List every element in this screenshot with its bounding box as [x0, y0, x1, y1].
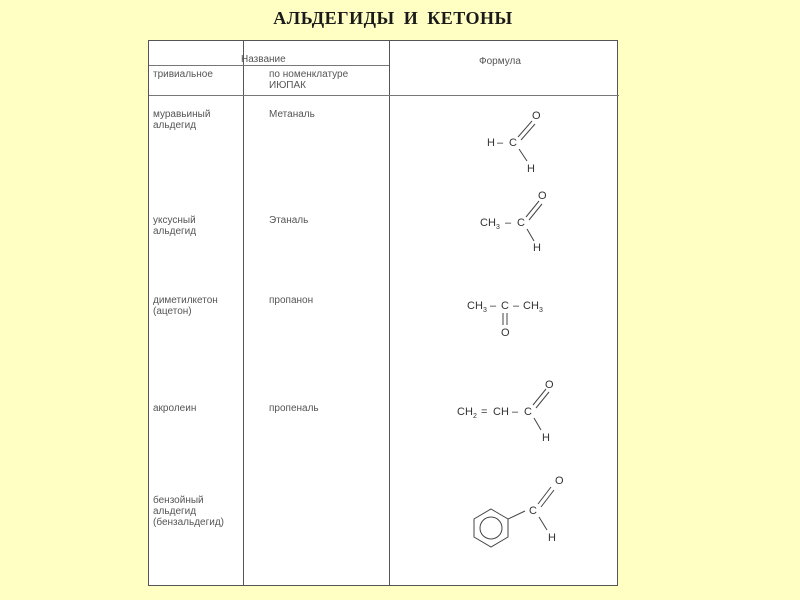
svg-text:O: O	[538, 190, 547, 202]
acrolein-formula	[457, 379, 554, 444]
svg-text:O: O	[532, 110, 541, 122]
header-iupac: по номенклатуре ИЮПАК	[269, 69, 349, 91]
svg-text:2: 2	[473, 413, 477, 420]
row-4-trivial: акролеин	[153, 403, 197, 414]
formula-column	[149, 41, 619, 587]
svg-text:3: 3	[496, 224, 500, 231]
svg-text:CH: CH	[493, 406, 509, 418]
svg-text:–: –	[513, 300, 520, 312]
row-5-trivial: бензойный альдегид (бензальдегид)	[153, 495, 225, 528]
svg-text:–: –	[505, 217, 512, 229]
svg-text:3: 3	[539, 307, 543, 314]
acetone-formula	[467, 300, 543, 339]
svg-text:H: H	[548, 532, 556, 544]
svg-text:C: C	[501, 300, 509, 312]
svg-text:H: H	[533, 242, 541, 254]
svg-text:CH: CH	[467, 300, 483, 312]
svg-text:3: 3	[483, 307, 487, 314]
svg-text:H: H	[487, 137, 495, 149]
svg-text:C: C	[524, 406, 532, 418]
svg-text:O: O	[545, 379, 554, 391]
aldehydes-ketones-table	[148, 40, 618, 586]
row-2-iupac: Этаналь	[269, 215, 309, 226]
svg-text:H: H	[542, 432, 550, 444]
row-3-trivial: диметилкетон (ацетон)	[153, 295, 218, 317]
row-3-iupac: пропанон	[269, 295, 314, 306]
svg-text:C: C	[509, 137, 517, 149]
page-title: АЛЬДЕГИДЫ И КЕТОНЫ	[273, 8, 513, 28]
svg-text:–: –	[497, 137, 504, 149]
header-name: Название	[241, 54, 286, 65]
header-formula: Формула	[479, 56, 521, 67]
row-1-iupac: Метаналь	[269, 109, 315, 120]
row-4-iupac: пропеналь	[269, 403, 319, 414]
svg-text:C: C	[529, 505, 537, 517]
svg-text:CH: CH	[457, 406, 473, 418]
svg-text:O: O	[501, 327, 510, 339]
row-2-trivial: уксусный альдегид	[153, 215, 197, 237]
svg-text:O: O	[555, 475, 564, 487]
benzaldehyde-formula	[474, 475, 564, 547]
formaldehyde-formula	[487, 110, 541, 175]
svg-text:C: C	[517, 217, 525, 229]
svg-text:CH: CH	[523, 300, 539, 312]
header-trivial: тривиальное	[153, 69, 213, 80]
svg-text:–: –	[512, 406, 519, 418]
svg-text:CH: CH	[480, 217, 496, 229]
svg-text:–: –	[490, 300, 497, 312]
svg-text:H: H	[527, 163, 535, 175]
acetaldehyde-formula	[480, 190, 547, 254]
svg-text:=: =	[481, 406, 488, 418]
row-1-trivial: муравьиный альдегид	[153, 109, 211, 131]
